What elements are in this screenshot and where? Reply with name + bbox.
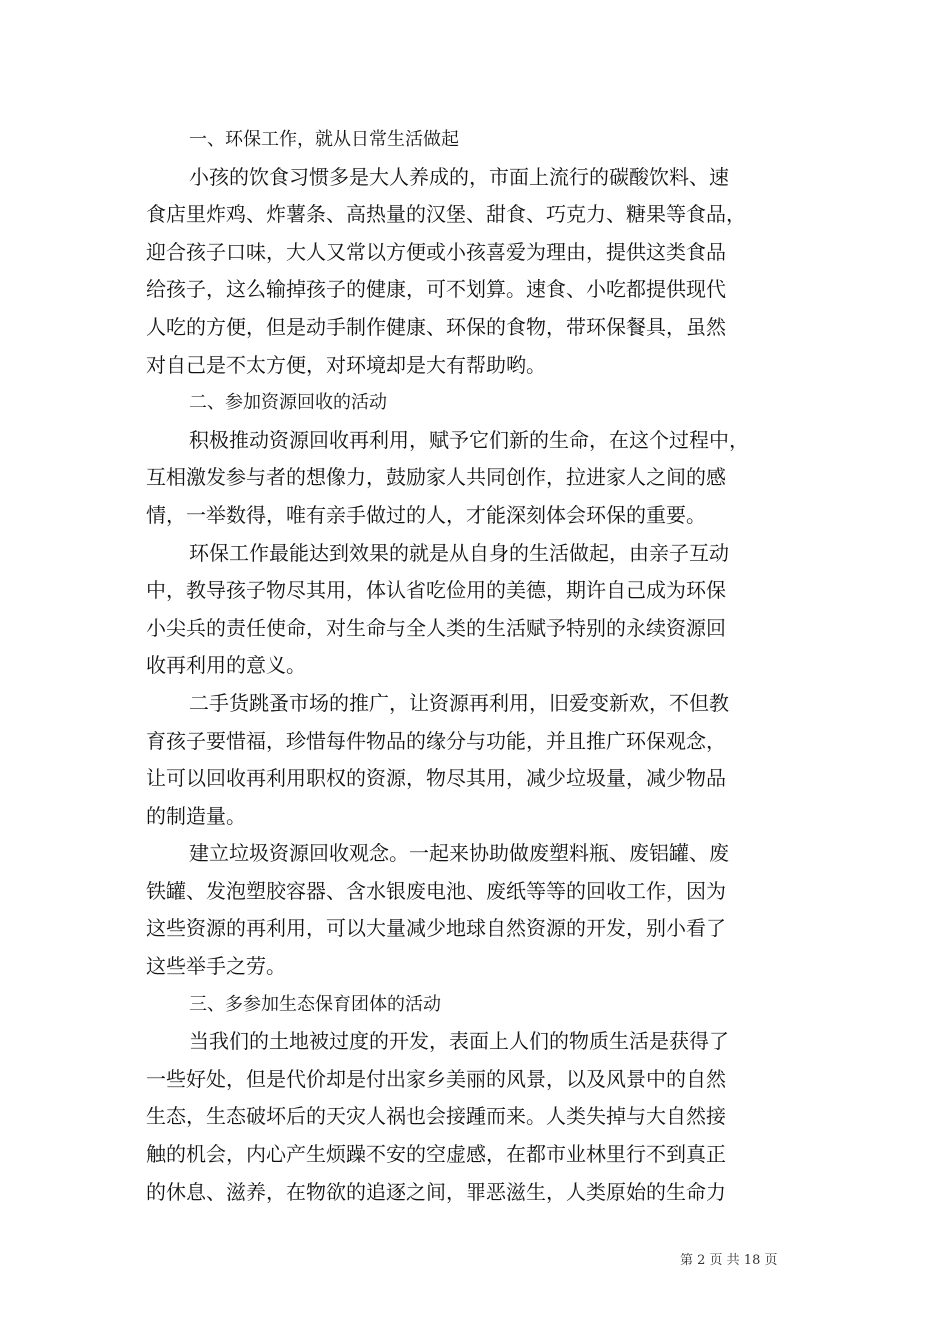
- text-line: 迎合孩子口味，大人又常以方便或小孩喜爱为理由，提供这类食品: [146, 239, 726, 264]
- text-line: 食店里炸鸡、炸薯条、高热量的汉堡、甜食、巧克力、糖果等食品，: [146, 202, 746, 227]
- section-heading: 二、参加资源回收的活动: [189, 392, 387, 414]
- text-line: 情，一举数得，唯有亲手做过的人，才能深刻体会环保的重要。: [146, 502, 706, 527]
- text-line: 环保工作最能达到效果的就是从自身的生活做起，由亲子互动: [189, 540, 729, 565]
- document-body: [146, 121, 810, 1211]
- section-heading: 一、环保工作，就从日常生活做起: [189, 129, 459, 150]
- text-line: 建立垃圾资源回收观念。一起来协助做废塑料瓶、废铝罐、废: [189, 841, 729, 866]
- text-line: 小尖兵的责任使命，对生命与全人类的生活赋予特别的永续资源回: [146, 615, 726, 640]
- text-line: 互相激发参与者的想像力，鼓励家人共同创作，拉进家人之间的感: [146, 465, 726, 490]
- text-line: 当我们的土地被过度的开发，表面上人们的物质生活是获得了: [189, 1029, 729, 1054]
- text-line: 这些举手之劳。: [146, 954, 286, 979]
- text-line: 的制造量。: [146, 803, 246, 828]
- text-line: 的休息、滋养，在物欲的追逐之间，罪恶滋生，人类原始的生命力: [146, 1179, 726, 1204]
- text-line: 中，教导孩子物尽其用，体认省吃俭用的美德，期许自己成为环保: [146, 578, 726, 603]
- page-number-footer: 第 2 页 共 18 页: [680, 1253, 778, 1268]
- text-line: 触的机会，内心产生烦躁不安的空虚感，在都市业林里行不到真正: [146, 1142, 726, 1167]
- text-line: 小孩的饮食习惯多是大人养成的，市面上流行的碳酸饮料、速: [189, 164, 729, 189]
- section-heading: 三、多参加生态保育团体的活动: [189, 993, 441, 1015]
- text-line: 人吃的方便，但是动手制作健康、环保的食物，带环保餐具，虽然: [146, 314, 726, 339]
- text-line: 让可以回收再利用职权的资源，物尽其用，减少垃圾量，减少物品: [146, 766, 726, 791]
- text-line: 收再利用的意义。: [146, 653, 306, 678]
- text-line: 一些好处，但是代价却是付出家乡美丽的风景，以及风景中的自然: [146, 1066, 726, 1091]
- text-line: 积极推动资源回收再利用，赋予它们新的生命，在这个过程中，: [189, 427, 749, 452]
- text-line: 育孩子要惜福，珍惜每件物品的缘分与功能，并且推广环保观念，: [146, 728, 726, 753]
- text-line: 二手货跳蚤市场的推广，让资源再利用，旧爱变新欢，不但教: [189, 690, 729, 715]
- text-line: 对自己是不太方便，对环境却是大有帮助哟。: [146, 352, 546, 377]
- text-line: 这些资源的再利用，可以大量减少地球自然资源的开发，别小看了: [146, 916, 726, 941]
- text-line: 生态，生态破坏后的天灾人祸也会接踵而来。人类失掉与大自然接: [146, 1104, 726, 1129]
- text-line: 铁罐、发泡塑胶容器、含水银废电池、废纸等等的回收工作，因为: [146, 878, 726, 903]
- text-line: 给孩子，这么输掉孩子的健康，可不划算。速食、小吃都提供现代: [146, 277, 726, 302]
